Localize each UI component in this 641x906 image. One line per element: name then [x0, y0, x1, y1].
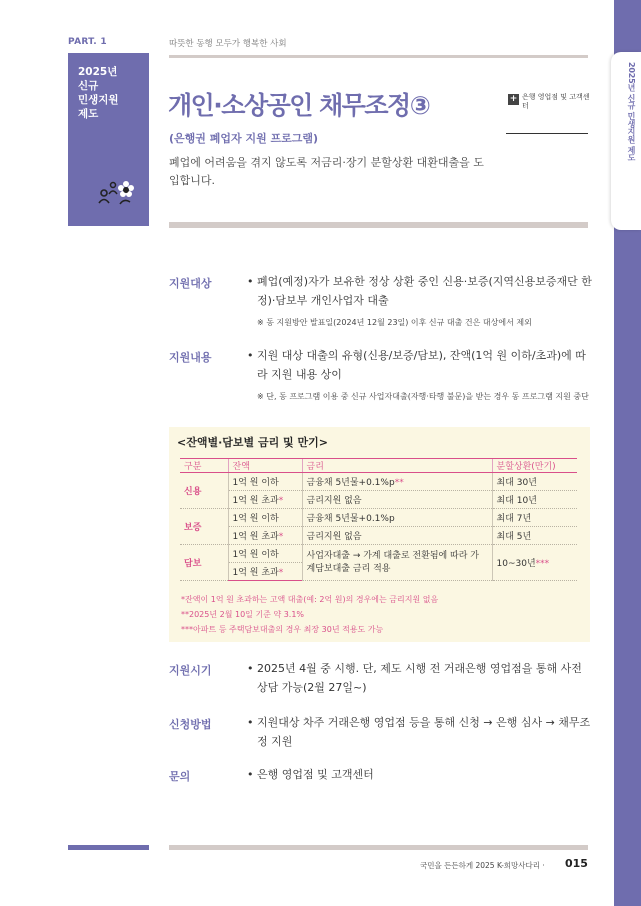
balance-cell [228, 563, 302, 581]
rate-cell: 금융채 5년물+0.1%p [302, 509, 492, 527]
footnote-mark: * [278, 496, 284, 506]
apply-text [247, 713, 592, 751]
top-divider [169, 55, 588, 58]
rate-text: 금융채 5년물+0.1%p [306, 478, 395, 488]
contact-info: 은행 영업점 및 고객센터 [522, 93, 590, 110]
table-row [180, 473, 577, 491]
inquiry-text-body: 은행 영업점 및 고객센터 [257, 768, 374, 781]
term-cell: 최대 7년 [492, 509, 577, 527]
content-label: 지원내용 [169, 351, 212, 364]
rate-cell: 금리지원 없음 [302, 491, 492, 509]
table-footnote: *잔액이 1억 원 초과하는 고액 대출(예: 2억 원)의 경우에는 금리지원 없음 [181, 595, 439, 604]
chapter-box-title: 2025년 신규 민생지원 제도 [78, 66, 119, 120]
bullet: • [247, 768, 254, 781]
group-cell-credit: 신용 [180, 473, 228, 509]
rate-table [180, 458, 577, 581]
timing-text [247, 659, 592, 697]
bullet: • [247, 716, 254, 729]
timing-text-body: 2025년 4월 중 시행. 단, 제도 시행 전 거래은행 영업점을 통해 사전 상담 가능(2월 27일~) [257, 662, 582, 694]
term-text: 10~30년 [496, 559, 536, 569]
side-chapter-tab-label: 2025년 신규 민생지원 제도 [627, 62, 636, 162]
content-text-body: 지원 대상 대출의 유형(신용/보증/담보), 잔액(1억 원 이하/초과)에 따라 지원 내용 상이 [257, 349, 586, 381]
content-text [247, 346, 592, 384]
table-row [180, 527, 577, 545]
balance-cell: 1억 원 이하 [228, 473, 302, 491]
page-title: 개인·소상공인 채무조정③ [168, 91, 430, 120]
inquiry-label: 문의 [169, 770, 191, 783]
section-caption: 따뜻한 동행 모두가 행복한 사회 [169, 39, 287, 49]
people-flower-icon [96, 176, 136, 208]
target-note: ※ 동 지원방안 발표일(2024년 12월 23일) 이후 신규 대출 건은 대상에서 제외 [257, 318, 532, 327]
inquiry-text [247, 765, 592, 784]
header-divider [169, 222, 588, 228]
footnote-mark: * [278, 532, 284, 542]
part-label: PART. 1 [68, 37, 107, 47]
balance-cell: 1억 원 이하 [228, 509, 302, 527]
apply-text-body: 지원대상 차주 거래은행 영업점 등을 통해 신청 → 은행 심사 → 채무조정 지원 [257, 716, 591, 748]
target-label: 지원대상 [169, 277, 212, 290]
table-header-cell: 구분 [180, 459, 228, 473]
footnote-mark: * [278, 568, 284, 578]
group-cell-guarantee: 보증 [180, 509, 228, 545]
bullet: • [247, 662, 254, 675]
term-cell: 최대 10년 [492, 491, 577, 509]
apply-label: 신청방법 [169, 718, 212, 731]
term-cell [492, 545, 577, 581]
bullet: • [247, 349, 254, 362]
footnote-mark: *** [535, 559, 550, 569]
intro-text: 폐업에 어려움을 겪지 않도록 저금리·장기 분할상환 대환대출을 도입합니다. [169, 156, 484, 187]
group-cell-collateral: 담보 [180, 545, 228, 581]
balance-text: 1억 원 초과 [232, 568, 279, 578]
table-header-cell: 분할상환(만기) [492, 459, 577, 473]
plus-icon: + [509, 94, 518, 104]
rate-cell: 금리지원 없음 [302, 527, 492, 545]
table-row [180, 509, 577, 527]
table-header-cell: 잔액 [228, 459, 302, 473]
table-header-cell: 금리 [302, 459, 492, 473]
target-text-body: 폐업(예정)자가 보유한 정상 상환 중인 신용·보증(지역신용보증재단 한정)·담보부 개인사업자 대출 [257, 275, 592, 307]
table-row [180, 491, 577, 509]
table-header-row [180, 459, 577, 473]
balance-cell [228, 527, 302, 545]
rate-cell: 사업자대출 → 가계 대출로 전환됨에 따라 가계담보대출 금리 적용 [302, 545, 492, 581]
rate-cell [302, 473, 492, 491]
timing-label: 지원시기 [169, 664, 212, 677]
footer-divider [169, 845, 588, 850]
footer-accent-bar [68, 845, 149, 850]
table-footnote: **2025년 2월 10일 기준 약 3.1% [181, 610, 305, 619]
term-cell: 최대 30년 [492, 473, 577, 491]
target-text [247, 272, 592, 310]
balance-cell [228, 491, 302, 509]
contact-divider [506, 133, 588, 134]
footer-text: 국민을 든든하게 2025 K-희망사다리 · [420, 861, 545, 870]
table-row [180, 545, 577, 563]
balance-text: 1억 원 초과 [232, 496, 279, 506]
balance-cell: 1억 원 이하 [228, 545, 302, 563]
balance-text: 1억 원 초과 [232, 532, 279, 542]
page-subtitle: (은행권 폐업자 지원 프로그램) [169, 132, 319, 145]
bullet: • [247, 275, 254, 288]
page-number: 015 [565, 857, 588, 870]
term-cell: 최대 5년 [492, 527, 577, 545]
footnote-mark: ** [394, 478, 404, 488]
table-footnote: ***아파트 등 주택담보대출의 경우 최장 30년 적용도 가능 [181, 625, 384, 634]
content-note: ※ 단, 동 프로그램 이용 중 신규 사업자대출(자행·타행 불문)을 받는 경우 동 프로그램 지원 중단 [257, 392, 589, 401]
rate-table-title: <잔액별·담보별 금리 및 만기> [177, 436, 328, 449]
